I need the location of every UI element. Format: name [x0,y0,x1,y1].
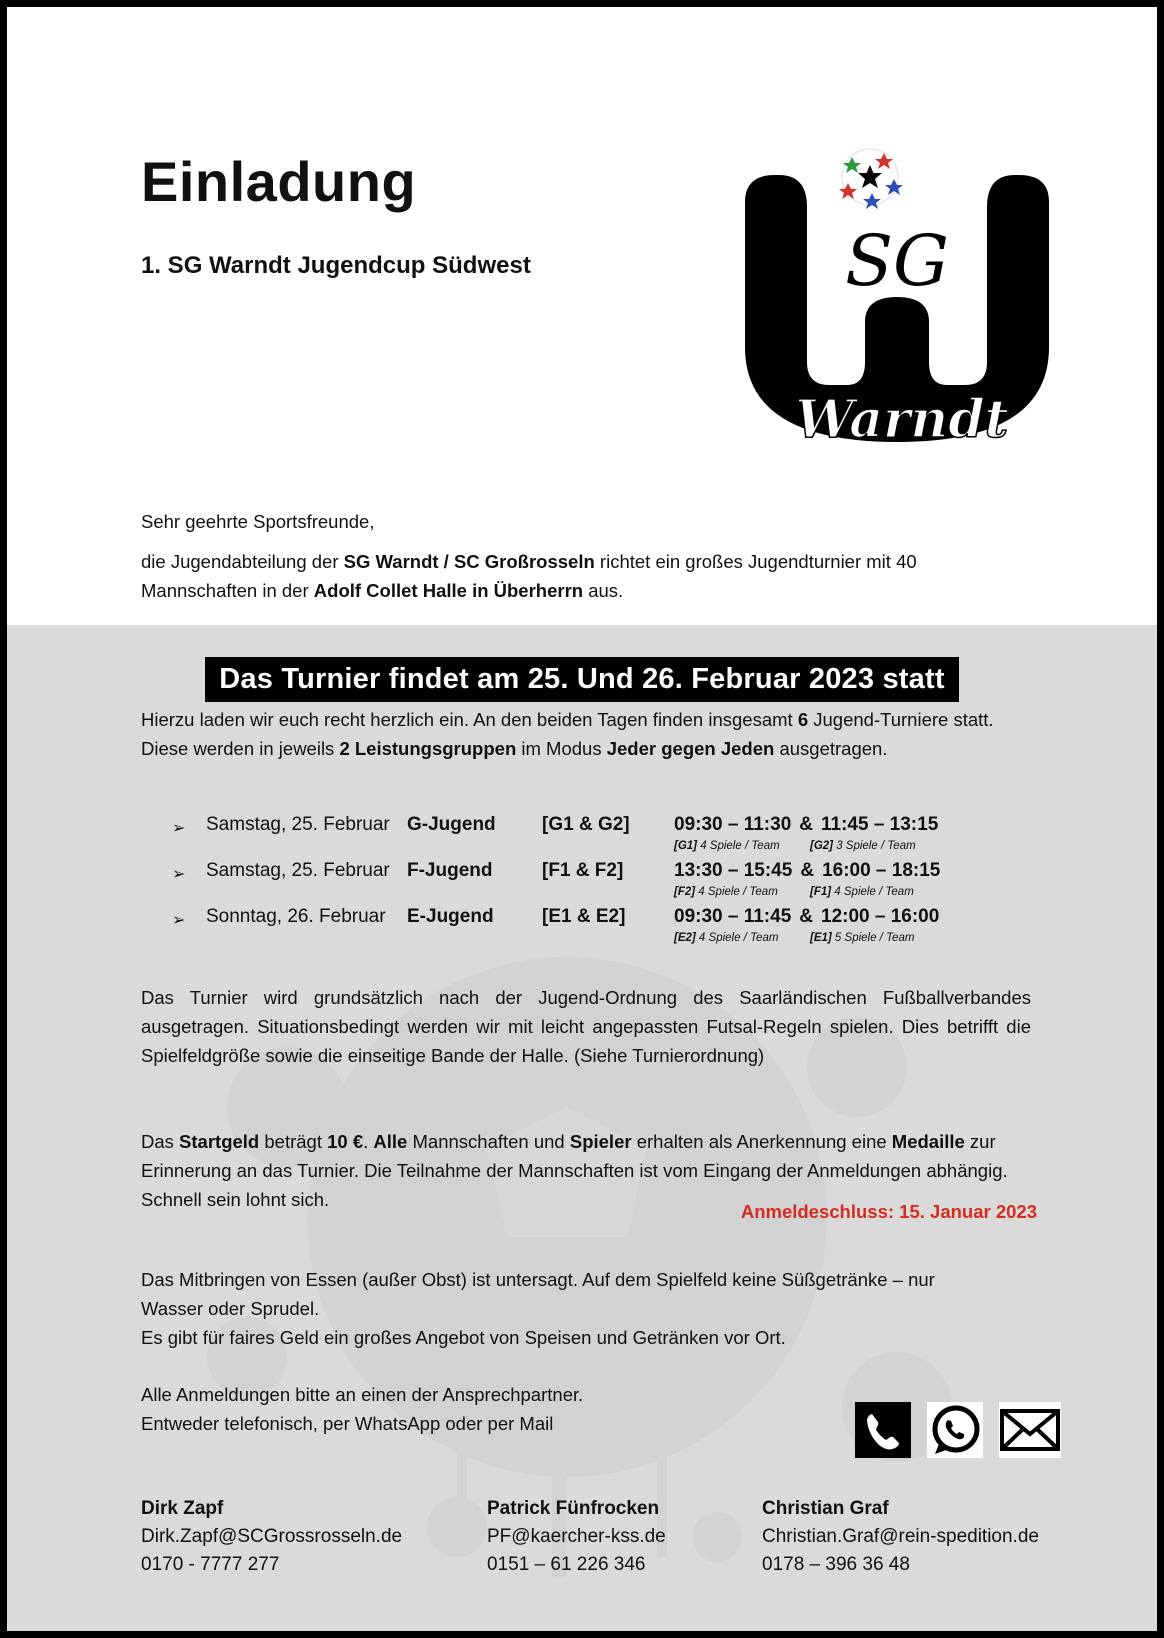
contact-email[interactable]: Dirk.Zapf@SCGrossrosseln.de [141,1526,403,1547]
contact-card [487,1495,666,1579]
arrow-icon: ➢ [172,820,186,837]
schedule-note: [G1] 4 Spiele / Team [674,840,780,852]
contact-card [141,1495,402,1579]
greeting: Sehr geehrte Sportsfreunde, [141,511,375,532]
food-offer-line: Es gibt für faires Geld ein großes Angebot von Speisen und Getränken vor Ort. [141,1327,786,1348]
schedule-groups: [F1 & F2] [542,860,624,881]
schedule-age-group: E-Jugend [407,906,494,927]
schedule-note: [E2] 4 Spiele / Team [674,932,779,944]
fee-paragraph: Das Startgeld beträgt 10 €. Alle Mannschaften und Spieler erhalten als Anerkennung eine Medaille zur Erinnerung an das Turnier. Die Teilnahme der Mannschaften ist vom Eingang der Anmeldungen abhängig. Schnell sein lohnt sich. [141,1131,1008,1210]
contact-name: Patrick Fünfrocken [487,1498,660,1519]
page-title: Einladung [141,150,417,213]
schedule-day: Sonntag, 26. Februar [206,906,386,927]
contact-phone[interactable]: 0151 – 61 226 346 [487,1554,646,1575]
phone-icon [855,1402,911,1458]
schedule-note: [G2] 3 Spiele / Team [810,840,916,852]
schedule-times: 09:30 – 11:45 & 12:00 – 16:00 [674,906,940,927]
date-banner: Das Turnier findet am 25. Und 26. Februar 2023 statt [205,657,958,702]
rules-paragraph: Das Turnier wird grundsätzlich nach der Jugend-Ordnung des Saarländischen Fußballverbandes ausgetragen. Situationsbedingt werden wir mit leicht angepassten Futsal-Regeln spielen. Dies betrifft die Spielfeldgröße sowie die einseitige Bande der Halle. (Siehe Turnierordnung) [141,987,1031,1066]
date-banner-wrap [7,657,1157,702]
invite-paragraph: Hierzu laden wir euch recht herzlich ein. An den beiden Tagen finden insgesamt 6 Jugend-Turniere statt. Diese werden in jeweils 2 Leistungsgruppen im Modus Jeder gegen Jeden ausgetragen. [141,709,994,759]
page-subtitle: 1. SG Warndt Jugendcup Südwest [141,252,531,279]
contact-name: Dirk Zapf [141,1498,224,1519]
schedule-age-group: F-Jugend [407,860,493,881]
contact-card [762,1495,1039,1579]
logo-sg-text: SG [845,220,949,302]
food-paragraph: Das Mitbringen von Essen (außer Obst) ist untersagt. Auf dem Spielfeld keine Süßgetränke – nur Wasser oder Sprudel. [141,1269,935,1319]
invitation-page [7,7,1157,1631]
logo-warndt-text: Warndt [795,389,1009,450]
schedule-groups: [E1 & E2] [542,906,626,927]
registration-line-2: Entweder telefonisch, per WhatsApp oder per Mail [141,1413,554,1434]
contact-phone[interactable]: 0170 - 7777 277 [141,1554,280,1575]
whatsapp-icon [927,1402,983,1458]
arrow-icon: ➢ [172,912,186,929]
contact-email[interactable]: Christian.Graf@rein-spedition.de [762,1526,1039,1547]
logo-stars-icon [839,149,903,209]
arrow-icon: ➢ [172,866,186,883]
sg-warndt-logo [737,147,1057,477]
schedule-day: Samstag, 25. Februar [206,860,390,881]
schedule-note: [E1] 5 Spiele / Team [810,932,915,944]
schedule-day: Samstag, 25. Februar [206,814,390,835]
registration-line-1: Alle Anmeldungen bitte an einen der Ansprechpartner. [141,1384,584,1405]
mail-icon [999,1402,1061,1458]
contact-name: Christian Graf [762,1498,889,1519]
schedule-times: 09:30 – 11:30 & 11:45 – 13:15 [674,814,939,835]
schedule-groups: [G1 & G2] [542,814,630,835]
schedule-times: 13:30 – 15:45 & 16:00 – 18:15 [674,860,941,881]
contact-phone[interactable]: 0178 – 396 36 48 [762,1554,910,1575]
contact-email[interactable]: PF@kaercher-kss.de [487,1526,666,1547]
schedule-note: [F2] 4 Spiele / Team [674,886,778,898]
schedule-age-group: G-Jugend [407,814,496,835]
registration-deadline: Anmeldeschluss: 15. Januar 2023 [740,1201,1037,1222]
schedule-note: [F1] 4 Spiele / Team [810,886,914,898]
intro-paragraph: die Jugendabteilung der SG Warndt / SC Großrosseln richtet ein großes Jugendturnier mit 40 Mannschaften in der Adolf Collet Halle in Überherrn aus. [141,551,917,601]
